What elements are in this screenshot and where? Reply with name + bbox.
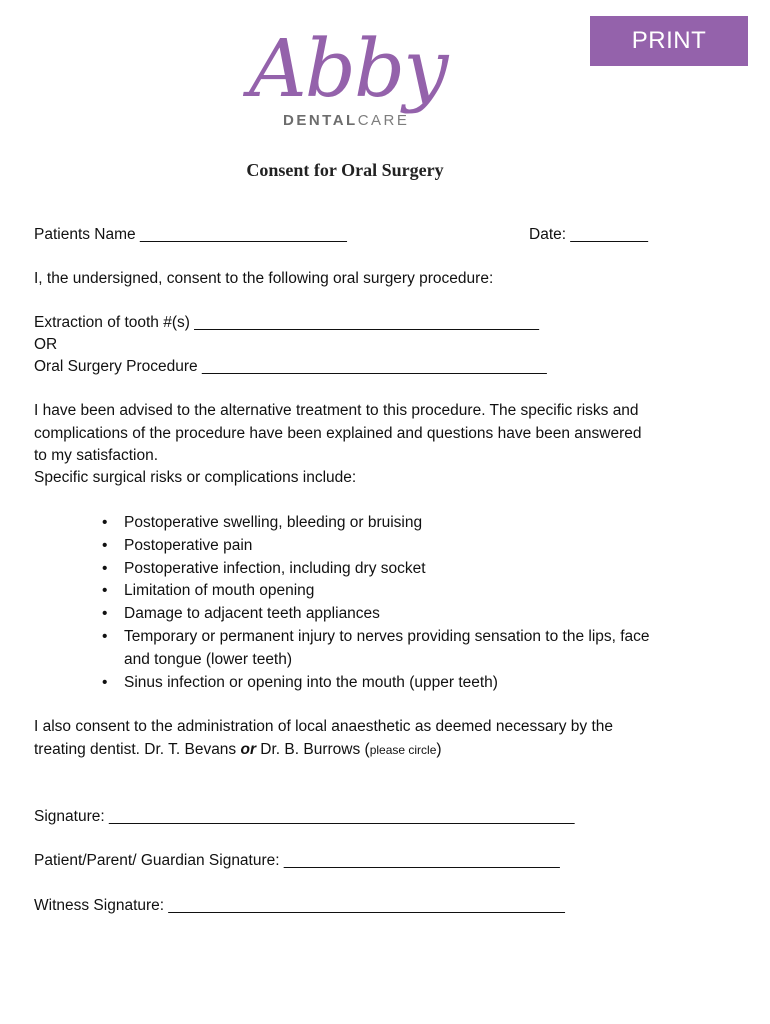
list-item: • Postoperative infection, including dry socket [100, 558, 660, 581]
risks-heading: Specific surgical risks or complications include: [34, 469, 357, 486]
list-item: • Sinus infection or opening into the mouth (upper teeth) [100, 672, 660, 695]
logo-subtitle-bold: DENTAL [283, 112, 358, 129]
date-field[interactable]: Date: _________ [529, 226, 648, 243]
list-item: • Postoperative pain [100, 535, 660, 558]
print-button[interactable]: PRINT [590, 16, 748, 66]
extraction-tooth-field[interactable]: Extraction of tooth #(s) ________________________________________ [34, 314, 540, 331]
or-emphasis: or [240, 740, 256, 758]
logo-subtitle [283, 112, 409, 129]
guardian-signature-field[interactable]: Patient/Parent/ Guardian Signature: ________________________________ [34, 852, 560, 869]
signature-field[interactable]: Signature: ______________________________________________________ [34, 808, 575, 825]
advised-paragraph: I have been advised to the alternative treatment to this procedure. The specific risks and complications of the procedure have been explained and questions have been answered to my satisfaction. [34, 402, 642, 464]
list-item: • Temporary or permanent injury to nerves providing sensation to the lips, face and tongue (lower teeth) [100, 626, 660, 672]
procedure-field[interactable]: Oral Surgery Procedure ________________________________________ [34, 358, 547, 375]
anaesthetic-text-1: I also consent to the administration of local anaesthetic as deemed necessary by the treating dentist. Dr. T. Bevans [34, 718, 614, 758]
consent-intro: I, the undersigned, consent to the following oral surgery procedure: [34, 270, 494, 287]
please-circle-note: please circle [369, 742, 437, 757]
list-item: • Postoperative swelling, bleeding or bruising [100, 512, 660, 535]
list-item: • Damage to adjacent teeth appliances [100, 603, 660, 626]
abby-dental-care-logo [245, 22, 447, 130]
risks-list [100, 512, 660, 694]
or-text: OR [34, 336, 58, 353]
patient-name-field[interactable]: Patients Name ________________________ [34, 226, 347, 243]
logo-subtitle-regular: CARE [357, 112, 410, 129]
anaesthetic-text-2: Dr. B. Burrows ( [256, 740, 370, 758]
witness-signature-field[interactable]: Witness Signature: ______________________________________________ [34, 897, 565, 914]
anaesthetic-paragraph [34, 716, 654, 761]
anaesthetic-close: ) [436, 740, 442, 758]
logo-script-text: Abby [249, 22, 447, 115]
page-title: Consent for Oral Surgery [246, 160, 444, 180]
list-item: • Limitation of mouth opening [100, 580, 660, 603]
